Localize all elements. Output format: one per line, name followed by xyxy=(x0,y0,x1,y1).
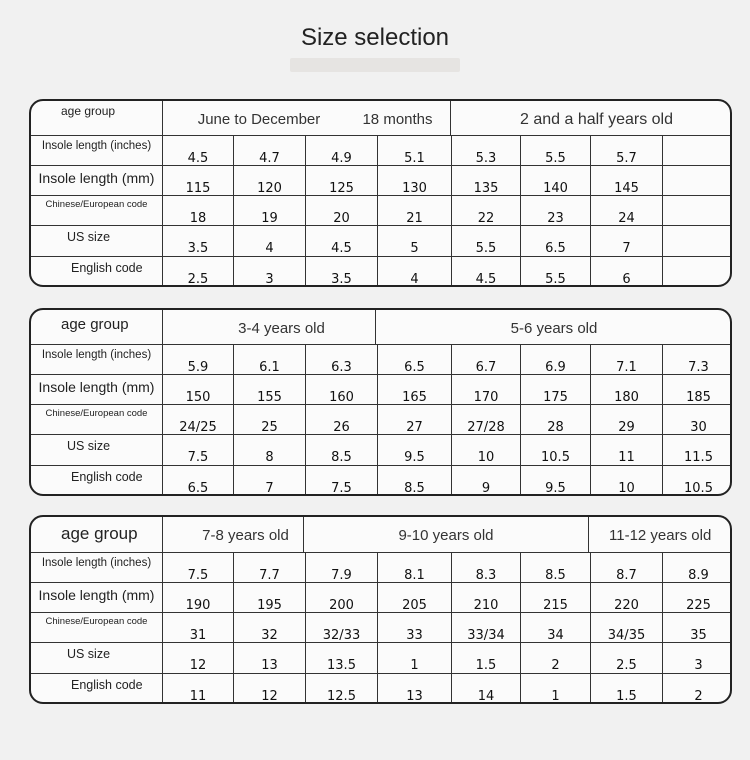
size-cell: 30 xyxy=(690,420,707,435)
size-cell: 21 xyxy=(378,196,452,225)
size-cell: 4.9 xyxy=(306,136,378,165)
size-cell: 7.9 xyxy=(306,553,378,582)
row-label: Insole length (inches) xyxy=(31,345,163,374)
age-group-cell: 18 months xyxy=(362,111,433,128)
size-cell: 6.3 xyxy=(306,345,378,374)
row-label: US size xyxy=(31,226,163,256)
size-cell: 13 xyxy=(378,674,452,704)
size-cell: 10.5 xyxy=(521,435,591,465)
age-group-row xyxy=(31,101,730,135)
size-cell: 5.1 xyxy=(378,136,452,165)
size-cell: 11 xyxy=(163,674,234,704)
size-cell: 6.7 xyxy=(452,345,521,374)
row-label: Chinese/European code xyxy=(31,405,163,434)
age-group-cell: June to December xyxy=(197,111,321,128)
size-cell: 2 xyxy=(694,689,703,704)
size-cell: 5.5 xyxy=(521,136,591,165)
size-cell: 34/35 xyxy=(591,613,663,642)
us-size-row xyxy=(31,225,730,256)
size-cell: 35 xyxy=(690,628,707,643)
size-cell: 10 xyxy=(591,466,663,496)
size-cell: 28 xyxy=(521,405,591,434)
size-cell: 9.5 xyxy=(521,466,591,496)
insole-inches-row xyxy=(31,135,730,165)
us-size-row xyxy=(31,434,730,465)
size-table-3 xyxy=(29,515,732,704)
size-cell: 12 xyxy=(234,674,306,704)
size-cell: 4.7 xyxy=(234,136,306,165)
english-code-row xyxy=(31,256,730,287)
size-cell: 20 xyxy=(306,196,378,225)
size-cell: 8.3 xyxy=(452,553,521,582)
age-group-cell: 2 and a half years old xyxy=(450,101,732,135)
row-label: age group xyxy=(31,310,163,344)
row-label: age group xyxy=(31,101,163,135)
size-cell: 140 xyxy=(521,166,591,195)
size-cell: 4 xyxy=(378,257,452,287)
page-title: Size selection xyxy=(300,24,450,51)
size-cell: 6.1 xyxy=(234,345,306,374)
age-group-row xyxy=(31,517,730,552)
size-cell: 4.5 xyxy=(163,136,234,165)
size-cell: 5.7 xyxy=(591,136,663,165)
size-cell: 6.5 xyxy=(521,226,591,256)
size-cell: 8.5 xyxy=(378,466,452,496)
row-label: Insole length (inches) xyxy=(31,553,163,582)
age-group-cell: 7-8 years old xyxy=(202,527,289,544)
row-label: Chinese/European code xyxy=(31,196,163,225)
row-label: US size xyxy=(31,435,163,465)
size-cell: 6 xyxy=(591,257,663,287)
size-cell: 8.7 xyxy=(591,553,663,582)
size-cell: 1.5 xyxy=(452,643,521,673)
size-cell: 8.9 xyxy=(688,568,709,583)
size-cell: 9 xyxy=(452,466,521,496)
size-cell: 205 xyxy=(378,583,452,612)
cn-eu-code-row xyxy=(31,404,730,434)
size-cell: 3 xyxy=(234,257,306,287)
size-cell: 12 xyxy=(163,643,234,673)
size-cell: 225 xyxy=(686,598,711,613)
size-cell: 8.5 xyxy=(306,435,378,465)
size-cell: 1.5 xyxy=(591,674,663,704)
size-cell: 23 xyxy=(521,196,591,225)
size-cell: 1 xyxy=(521,674,591,704)
size-cell: 12.5 xyxy=(306,674,378,704)
size-cell: 7.5 xyxy=(163,553,234,582)
size-cell: 6.5 xyxy=(378,345,452,374)
size-cell: 8 xyxy=(234,435,306,465)
row-label: Chinese/European code xyxy=(31,613,163,642)
size-cell: 32/33 xyxy=(306,613,378,642)
size-cell: 175 xyxy=(521,375,591,404)
size-cell: 130 xyxy=(378,166,452,195)
size-cell: 4.5 xyxy=(452,257,521,287)
age-group-cell: 9-10 years old xyxy=(303,517,588,552)
size-cell: 220 xyxy=(591,583,663,612)
size-cell: 14 xyxy=(452,674,521,704)
size-cell: 13.5 xyxy=(306,643,378,673)
row-label: age group xyxy=(31,517,163,552)
age-group-cell: 11-12 years old xyxy=(588,517,732,552)
size-cell: 5.5 xyxy=(452,226,521,256)
size-cell: 195 xyxy=(234,583,306,612)
size-cell xyxy=(663,226,732,256)
size-cell: 215 xyxy=(521,583,591,612)
insole-mm-row xyxy=(31,165,730,195)
size-cell: 4.5 xyxy=(306,226,378,256)
size-cell: 180 xyxy=(591,375,663,404)
size-cell: 155 xyxy=(234,375,306,404)
size-cell: 2.5 xyxy=(591,643,663,673)
row-label: Insole length (mm) xyxy=(31,583,163,612)
size-cell: 3 xyxy=(694,658,703,673)
size-cell: 22 xyxy=(452,196,521,225)
size-cell: 7.3 xyxy=(688,360,709,375)
size-cell: 24/25 xyxy=(163,405,234,434)
size-cell: 7.5 xyxy=(306,466,378,496)
size-cell: 6.5 xyxy=(163,466,234,496)
size-cell: 10.5 xyxy=(684,481,713,496)
size-cell: 7.7 xyxy=(234,553,306,582)
size-cell: 185 xyxy=(686,390,711,405)
size-cell: 5.3 xyxy=(452,136,521,165)
cn-eu-code-row xyxy=(31,195,730,225)
us-size-row xyxy=(31,642,730,673)
row-label: Insole length (inches) xyxy=(31,136,163,165)
row-label: Insole length (mm) xyxy=(31,375,163,404)
size-cell: 29 xyxy=(591,405,663,434)
size-cell: 19 xyxy=(234,196,306,225)
size-cell: 31 xyxy=(163,613,234,642)
age-group-cell: 3-4 years old xyxy=(238,320,325,337)
size-cell: 11 xyxy=(591,435,663,465)
row-label: English code xyxy=(31,466,163,496)
size-cell: 2.5 xyxy=(163,257,234,287)
size-cell xyxy=(663,257,732,287)
title-underline xyxy=(290,58,460,72)
insole-inches-row xyxy=(31,344,730,374)
size-cell: 150 xyxy=(163,375,234,404)
size-cell: 120 xyxy=(234,166,306,195)
size-cell: 9.5 xyxy=(378,435,452,465)
size-cell: 18 xyxy=(163,196,234,225)
insole-mm-row xyxy=(31,582,730,612)
size-cell: 5.5 xyxy=(521,257,591,287)
size-cell xyxy=(663,136,732,165)
size-cell: 7.1 xyxy=(591,345,663,374)
size-cell: 4 xyxy=(234,226,306,256)
size-cell: 8.5 xyxy=(521,553,591,582)
size-cell: 24 xyxy=(591,196,663,225)
row-label: Insole length (mm) xyxy=(31,166,163,195)
insole-inches-row xyxy=(31,552,730,582)
size-cell: 26 xyxy=(306,405,378,434)
size-cell: 6.9 xyxy=(521,345,591,374)
size-cell: 165 xyxy=(378,375,452,404)
size-cell: 200 xyxy=(306,583,378,612)
size-cell: 7 xyxy=(591,226,663,256)
size-cell xyxy=(663,166,732,195)
size-cell: 115 xyxy=(163,166,234,195)
size-cell: 7 xyxy=(234,466,306,496)
size-cell: 13 xyxy=(234,643,306,673)
size-cell xyxy=(663,196,732,225)
size-cell: 33 xyxy=(378,613,452,642)
size-cell: 125 xyxy=(306,166,378,195)
english-code-row xyxy=(31,673,730,704)
row-label: English code xyxy=(31,257,163,287)
row-label: US size xyxy=(31,643,163,673)
size-cell: 11.5 xyxy=(684,450,713,465)
size-cell: 27 xyxy=(378,405,452,434)
size-cell: 27/28 xyxy=(452,405,521,434)
size-cell: 33/34 xyxy=(452,613,521,642)
size-cell: 7.5 xyxy=(163,435,234,465)
size-cell: 135 xyxy=(452,166,521,195)
size-cell: 2 xyxy=(521,643,591,673)
size-cell: 32 xyxy=(234,613,306,642)
size-cell: 210 xyxy=(452,583,521,612)
size-table-1 xyxy=(29,99,732,287)
size-cell: 25 xyxy=(234,405,306,434)
size-cell: 145 xyxy=(591,166,663,195)
age-group-row xyxy=(31,310,730,344)
size-cell: 5 xyxy=(378,226,452,256)
size-cell: 3.5 xyxy=(306,257,378,287)
cn-eu-code-row xyxy=(31,612,730,642)
size-cell: 3.5 xyxy=(163,226,234,256)
size-table-2 xyxy=(29,308,732,496)
size-cell: 160 xyxy=(306,375,378,404)
insole-mm-row xyxy=(31,374,730,404)
size-cell: 170 xyxy=(452,375,521,404)
row-label: English code xyxy=(31,674,163,704)
english-code-row xyxy=(31,465,730,496)
size-cell: 1 xyxy=(378,643,452,673)
size-cell: 34 xyxy=(521,613,591,642)
size-cell: 190 xyxy=(163,583,234,612)
size-cell: 5.9 xyxy=(163,345,234,374)
size-cell: 10 xyxy=(452,435,521,465)
size-cell: 8.1 xyxy=(378,553,452,582)
age-group-cell: 5-6 years old xyxy=(375,310,732,344)
